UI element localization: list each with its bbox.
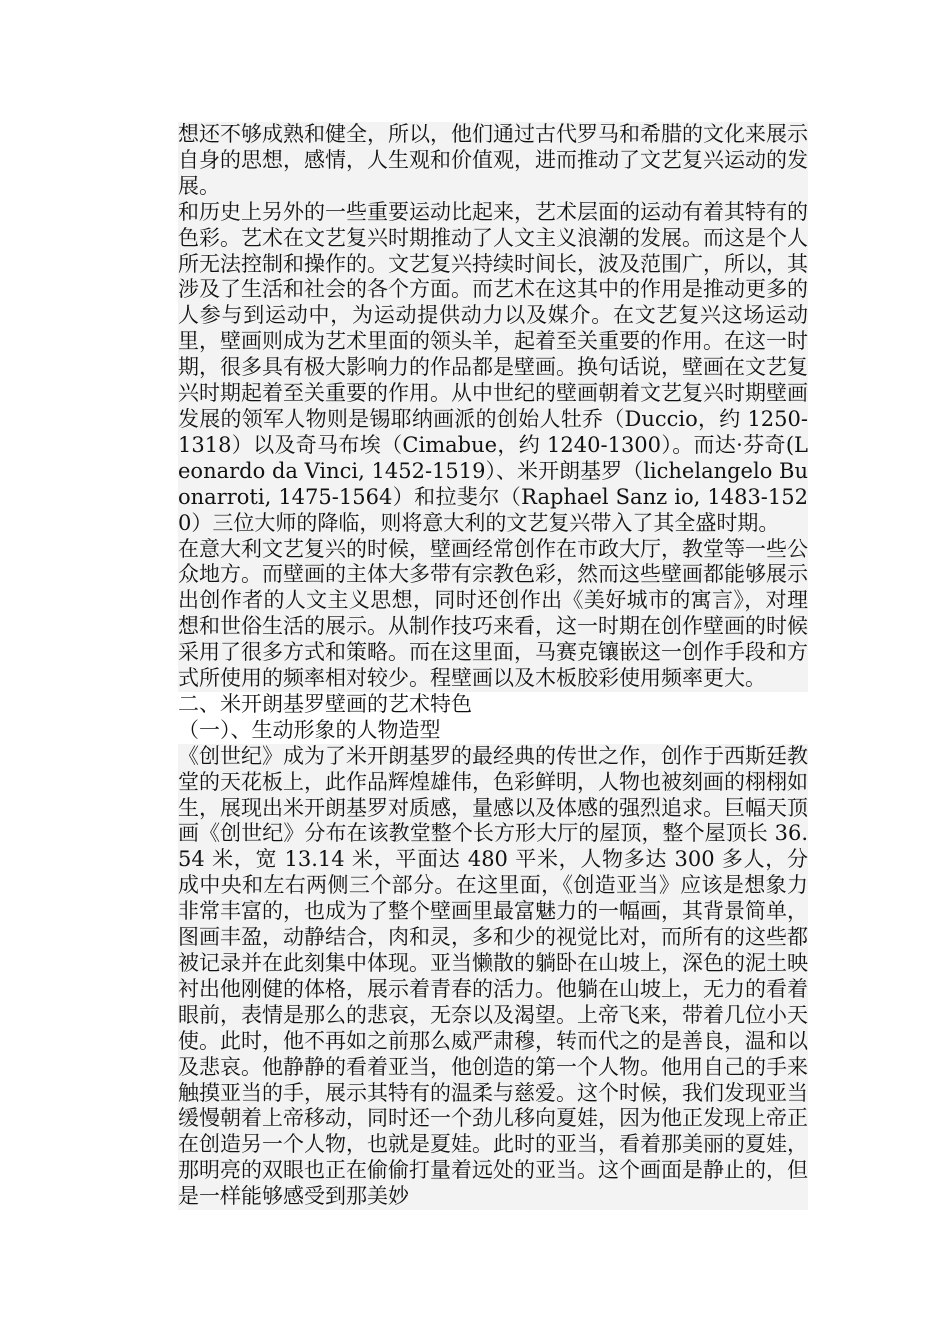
paragraph-intro-continuation: 想还不够成熟和健全，所以，他们通过古代罗马和希腊的文化来展示自身的思想，感情，人生观和价值观，进而推动了文艺复兴运动的发展。 [178, 122, 808, 198]
document-body [178, 122, 808, 1210]
section-heading: 二、米开朗基罗壁画的艺术特色 [178, 692, 808, 718]
paragraph-italian-murals: 在意大利文艺复兴的时候，壁画经常创作在市政大厅，教堂等一些公众地方。而壁画的主体大多带有宗教色彩，然而这些壁画都能够展示出创作者的人文主义思想，同时还创作出《美好城市的寓言》，对理想和世俗生活的展示。从制作技巧来看，这一时期在创作壁画的时候采用了很多方式和策略。而在这里面，马赛克镶嵌这一创作手段和方式所使用的频率相对较少。程壁画以及木板胶彩使用频率更大。 [178, 536, 808, 691]
paragraph-art-movement: 和历史上另外的一些重要运动比起来，艺术层面的运动有着其特有的色彩。艺术在文艺复兴时期推动了人文主义浪潮的发展。而这是个人所无法控制和操作的。文艺复兴持续时间长，波及范围广，所以，其涉及了生活和社会的各个方面。而艺术在这其中的作用是推动更多的人参与到运动中，为运动提供动力以及媒介。在文艺复兴这场运动里，壁画则成为艺术里面的领头羊，起着至关重要的作用。在这一时期，很多具有极大影响力的作品都是壁画。换句话说，壁画在文艺复兴时期起着至关重要的作用。从中世纪的壁画朝着文艺复兴时期壁画发展的领军人物则是锡耶纳画派的创始人牡乔（Duccio，约 1250-1318）以及奇马布埃（Cimabue，约 1240-1300）。而达·芬奇(Leonardo da Vinci, 1452-1519）、米开朗基罗（lichelangelo Buonarroti, 1475-1564）和拉斐尔（Raphael Sanz io, 1483-1520）三位大师的降临，则将意大利的文艺复兴带入了其全盛时期。 [178, 199, 808, 535]
subsection-heading: （一）、生动形象的人物造型 [178, 718, 808, 744]
paragraph-genesis: 《创世纪》成为了米开朗基罗的最经典的传世之作，创作于西斯廷教堂的天花板上，此作品辉煌雄伟，色彩鲜明，人物也被刻画的栩栩如生，展现出米开朗基罗对质感，量感以及体感的强烈追求。巨幅天顶画《创世纪》分布在该教堂整个长方形大厅的屋顶，整个屋顶长 36.54 米，宽 13.14 米，平面达 480 平米，人物多达 300 多人，分成中央和左右两侧三个部分。在这里面，《创造亚当》应该是想象力非常丰富的，也成为了整个壁画里最富魅力的一幅画，其背景简单，图画丰盈，动静结合，肉和灵，多和少的视觉比对，而所有的这些都被记录并在此刻集中体现。亚当懒散的躺卧在山坡上，深色的泥土映衬出他刚健的体格，展示着青春的活力。他躺在山坡上，无力的看着眼前，表情是那么的悲哀，无奈以及渴望。上帝飞来，带着几位小天使。此时，他不再如之前那么威严肃穆，转而代之的是善良，温和以及悲哀。他静静的看着亚当，他创造的第一个人物。他用自己的手来触摸亚当的手，展示其特有的温柔与慈爱。这个时候，我们发现亚当缓慢朝着上帝移动，同时还一个劲儿移向夏娃，因为他正发现上帝正在创造另一个人物，也就是夏娃。此时的亚当，看着那美丽的夏娃，那明亮的双眼也正在偷偷打量着远处的亚当。这个画面是静止的，但是一样能够感受到那美妙 [178, 743, 808, 1209]
